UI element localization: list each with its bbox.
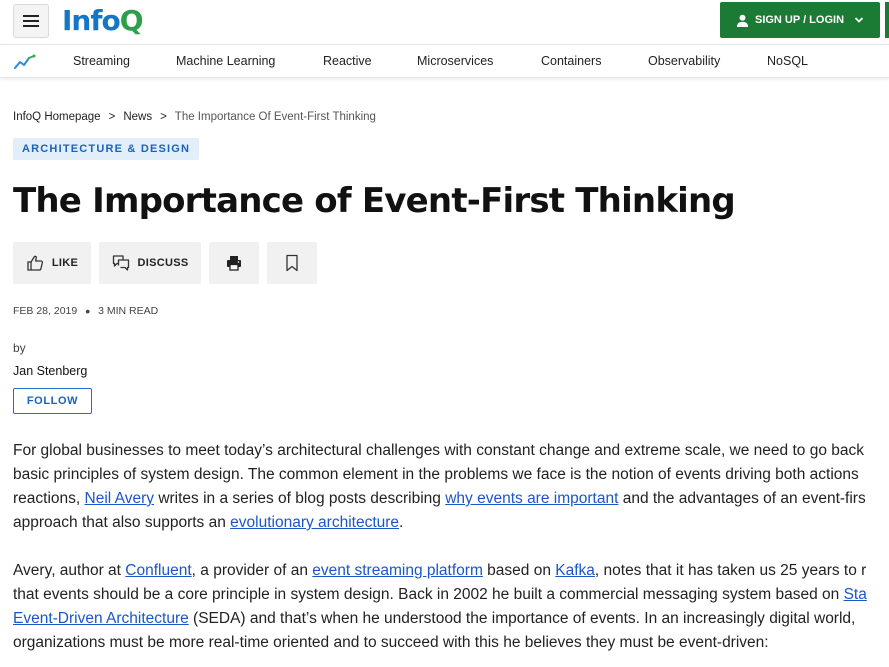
paragraph-line: [13, 487, 889, 511]
paragraph-line: [13, 607, 889, 631]
text-span: , notes that it has taken us 25 years to r: [594, 562, 867, 579]
discuss-label: DISCUSS: [137, 257, 189, 269]
text-span: approach that also supports an: [13, 514, 231, 531]
publish-date: FEB 28, 2019: [13, 305, 78, 317]
bookmark-icon: [283, 254, 301, 272]
author-name[interactable]: Jan Stenberg: [13, 364, 88, 378]
nav-item-nosql[interactable]: NoSQL: [767, 54, 808, 68]
nav-item-containers[interactable]: Containers: [541, 54, 602, 68]
article-paragraph-2: [13, 559, 889, 655]
text-span: reactions,: [13, 490, 85, 507]
meta-separator-dot: •: [85, 303, 91, 320]
top-header: [0, 0, 889, 44]
logo-q-text: Q: [119, 4, 143, 37]
like-button[interactable]: [13, 242, 91, 284]
paragraph-line: [13, 583, 889, 607]
text-span: and the advantages of an event-firs: [618, 490, 866, 507]
article-paragraph-1: [13, 439, 889, 535]
nav-item-observability[interactable]: Observability: [648, 54, 721, 68]
paragraph-line: [13, 559, 889, 583]
topic-nav-bar: [0, 44, 889, 78]
like-label: LIKE: [51, 257, 79, 269]
menu-icon: [23, 15, 39, 27]
by-label: by: [13, 341, 26, 355]
hamburger-menu-button[interactable]: [13, 4, 49, 38]
topic-badge[interactable]: ARCHITECTURE & DESIGN: [13, 138, 199, 160]
link-evolutionary-architecture[interactable]: evolutionary architecture: [230, 514, 400, 531]
paragraph-line: [13, 511, 889, 535]
print-button[interactable]: [209, 242, 259, 284]
chevron-down-icon: [854, 15, 864, 25]
article-title: The Importance of Event-First Thinking: [13, 181, 735, 221]
breadcrumb-current: The Importance Of Event-First Thinking: [174, 111, 376, 123]
trending-icon[interactable]: [14, 54, 36, 70]
logo-info-text: Info: [62, 4, 120, 37]
thumbs-up-icon: [26, 254, 44, 272]
nav-item-streaming[interactable]: Streaming: [73, 54, 130, 68]
link-event-driven-architecture[interactable]: Event-Driven Architecture: [13, 610, 189, 627]
breadcrumb: [13, 111, 376, 123]
read-time: 3 MIN READ: [98, 305, 159, 317]
link-why-events-are-important[interactable]: why events are important: [445, 490, 619, 507]
discuss-icon: [112, 254, 130, 272]
breadcrumb-home-link[interactable]: InfoQ Homepage: [13, 111, 101, 123]
text-span: writes in a series of blog posts describing: [154, 490, 446, 507]
link-kafka[interactable]: Kafka: [555, 562, 595, 579]
link-neil-avery[interactable]: Neil Avery: [84, 490, 155, 507]
user-icon: [736, 14, 749, 27]
nav-item-reactive[interactable]: Reactive: [323, 54, 372, 68]
text-span: , a provider of an: [191, 562, 313, 579]
text-span: Avery, author at: [13, 562, 126, 579]
paragraph-line: For global businesses to meet today’s architectural challenges with constant change and extreme scale, we need to go back: [13, 442, 864, 459]
nav-item-microservices[interactable]: Microservices: [417, 54, 494, 68]
print-icon: [225, 254, 243, 272]
link-event-streaming-platform[interactable]: event streaming platform: [312, 562, 483, 579]
text-span: that events should be a core principle in system design. Back in 2002 he built a commercial messaging system based on: [13, 586, 844, 603]
text-span: (SEDA) and that’s when he understood the importance of events. In an increasingly digital world,: [188, 610, 856, 627]
link-confluent[interactable]: Confluent: [125, 562, 192, 579]
follow-author-button[interactable]: FOLLOW: [13, 388, 92, 414]
infoq-logo[interactable]: [62, 4, 143, 37]
paragraph-line: basic principles of system design. The common element in the problems we face is the notion of events driving both actions: [13, 466, 859, 483]
nav-item-machine-learning[interactable]: Machine Learning: [176, 54, 276, 68]
breadcrumb-news-link[interactable]: News: [123, 111, 153, 123]
discuss-button[interactable]: [99, 242, 201, 284]
signup-label: SIGN UP / LOGIN: [754, 14, 845, 26]
bookmark-button[interactable]: [267, 242, 317, 284]
signup-login-button[interactable]: [720, 2, 880, 38]
header-edge-decoration: [885, 2, 889, 38]
link-staged-event-driven-architecture[interactable]: Sta: [843, 586, 867, 603]
breadcrumb-separator: >: [108, 111, 116, 123]
breadcrumb-separator: >: [160, 111, 167, 123]
text-span: .: [399, 514, 404, 531]
article-meta: [13, 303, 159, 320]
text-span: based on: [482, 562, 556, 579]
paragraph-line: organizations must be more real-time oriented and to succeed with this he believes they must be event-driven:: [13, 634, 769, 651]
